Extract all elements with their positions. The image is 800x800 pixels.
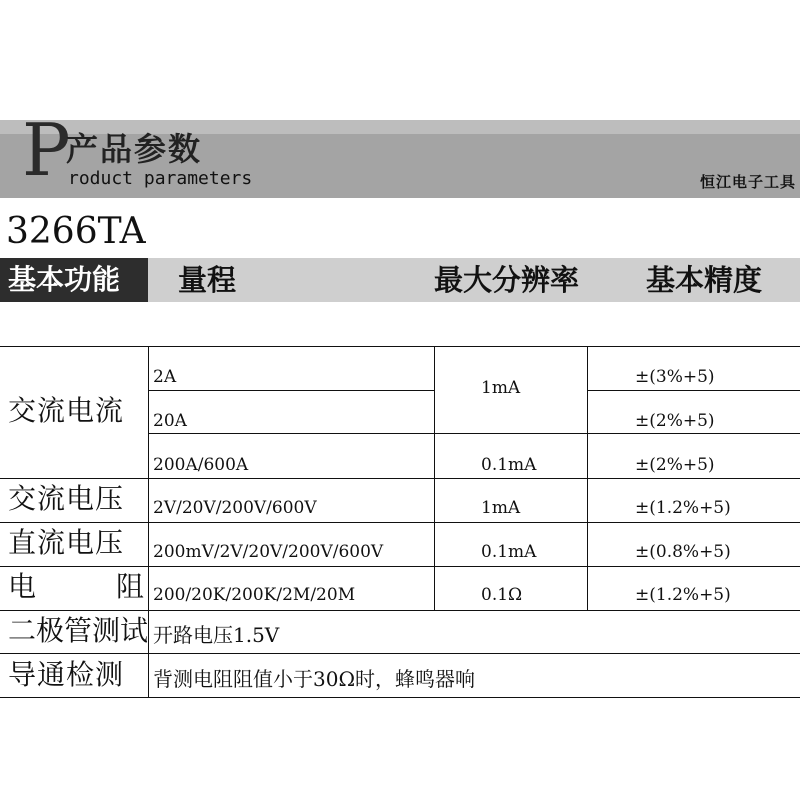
table-line [587, 346, 588, 610]
table-line [148, 390, 434, 391]
resistance-label-left: 电 [8, 570, 37, 603]
range-cell: 2A [153, 367, 177, 387]
continuity-value: 背测电阻阻值小于30Ω时，蜂鸣器响 [153, 667, 476, 691]
table-line [0, 610, 800, 611]
accuracy-cell: ±(0.8%+5) [635, 542, 731, 562]
row-label-resistance [8, 570, 144, 604]
accuracy-cell: ±(2%+5) [635, 411, 715, 431]
resolution-cell: 0.1mA [481, 542, 537, 562]
accuracy-cell: ±(1.2%+5) [635, 585, 731, 605]
accuracy-cell: ±(1.2%+5) [635, 498, 731, 518]
header-function: 基本功能 [8, 263, 121, 296]
header-resolution: 最大分辨率 [434, 263, 580, 297]
row-label-dc-voltage: 直流电压 [8, 526, 125, 559]
table-border-bottom [0, 697, 800, 698]
resolution-cell: 0.1mA [481, 455, 537, 475]
range-cell: 200A/600A [153, 455, 249, 475]
resolution-cell: 1mA [481, 378, 521, 398]
range-cell: 200mV/2V/20V/200V/600V [153, 542, 384, 562]
range-cell: 20A [153, 411, 187, 431]
table-line [148, 346, 149, 697]
diode-test-value: 开路电压1.5V [153, 623, 280, 647]
banner-title-en: roduct parameters [68, 168, 253, 189]
resistance-label-right: 阻 [115, 570, 144, 603]
table-line [587, 390, 800, 391]
header-range: 量程 [178, 263, 237, 297]
table-line [0, 522, 800, 523]
table-border-top [0, 346, 800, 347]
row-label-ac-current: 交流电流 [8, 394, 125, 427]
accuracy-cell: ±(2%+5) [635, 455, 715, 475]
model-number: 3266TA [6, 211, 146, 252]
range-cell: 200/20K/200K/2M/20M [153, 585, 356, 605]
row-label-diode-test: 二极管测试 [8, 614, 149, 647]
table-line [0, 653, 800, 654]
brand-name: 恒江电子工具 [699, 173, 796, 191]
row-label-continuity: 导通检测 [8, 658, 125, 691]
table-line [434, 346, 435, 610]
table-line [0, 566, 800, 567]
banner-title-cn: 产品参数 [66, 130, 203, 168]
table-line [148, 433, 800, 434]
banner-initial-letter: P [22, 108, 71, 192]
range-cell: 2V/20V/200V/600V [153, 498, 317, 518]
resolution-cell: 1mA [481, 498, 521, 518]
table-line [0, 478, 800, 479]
accuracy-cell: ±(3%+5) [635, 367, 715, 387]
resolution-cell: 0.1Ω [481, 585, 523, 605]
row-label-ac-voltage: 交流电压 [8, 482, 125, 515]
header-accuracy: 基本精度 [646, 263, 763, 297]
